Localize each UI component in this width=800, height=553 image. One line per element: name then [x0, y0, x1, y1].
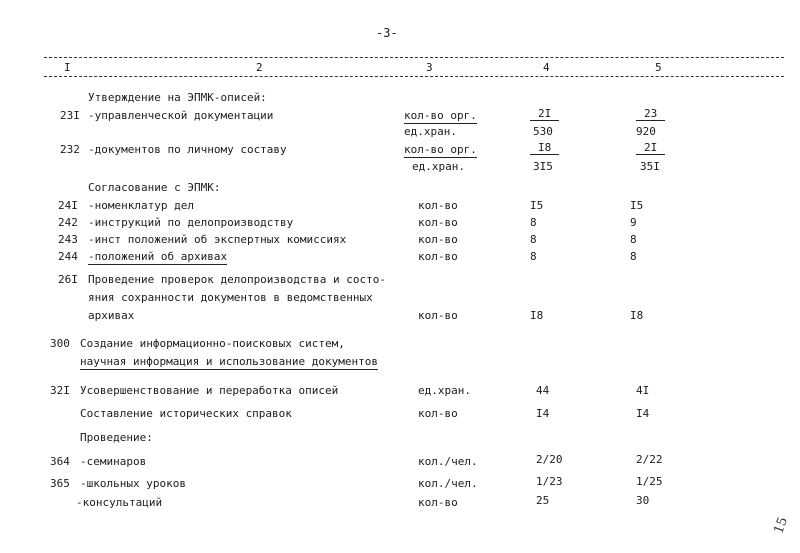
row-321-col5: 4I [636, 384, 650, 397]
row-365-text: -школьных уроков [80, 477, 186, 490]
row-300-line1: Создание информационно-поисковых систем, [80, 337, 345, 350]
row-243-col4: 8 [530, 233, 537, 246]
row-hist-col5: I4 [636, 407, 650, 420]
row-300-line2: научная информация и использование документов [80, 355, 379, 368]
row-hist-text: Составление исторических справок [80, 407, 292, 420]
row-364-text: -семинаров [80, 455, 147, 468]
row-364-col4: 2/20 [536, 453, 563, 466]
row-244-code: 244 [58, 250, 78, 263]
header-top-rule [44, 57, 784, 58]
row-261-line3: архивах [88, 309, 135, 322]
column-header-4: 4 [543, 61, 550, 74]
column-header-2: 2 [256, 61, 263, 74]
row-232-unit1: кол-во орг. [404, 143, 477, 156]
row-231-col4b: 530 [533, 125, 553, 138]
row-243-code: 243 [58, 233, 78, 246]
row-241-col4: I5 [530, 199, 544, 212]
row-242-text: -инструкций по делопроизводству [88, 216, 294, 229]
row-261-line2: яния сохранности документов в ведомственных [88, 291, 373, 304]
row-hist-col4: I4 [536, 407, 550, 420]
row-364-col5: 2/22 [636, 453, 663, 466]
row-365-code: 365 [50, 477, 70, 490]
row-244-col5: 8 [630, 250, 637, 263]
column-header-3: 3 [426, 61, 433, 74]
row-241-code: 24I [58, 199, 78, 212]
section-approval-header: Утверждение на ЭПМК-описей: [88, 91, 267, 104]
row-cons-col4: 25 [536, 494, 550, 507]
row-231-col5b: 920 [636, 125, 656, 138]
column-header-5: 5 [655, 61, 662, 74]
row-261-unit: кол-во [418, 309, 458, 322]
row-300-code: 300 [50, 337, 70, 350]
row-365-col5: 1/25 [636, 475, 663, 488]
row-243-unit: кол-во [418, 233, 458, 246]
row-365-unit: кол./чел. [418, 477, 478, 490]
column-header-1: I [64, 61, 71, 74]
row-cons-unit: кол-во [418, 496, 458, 509]
row-364-unit: кол./чел. [418, 455, 478, 468]
row-242-unit: кол-во [418, 216, 458, 229]
row-cons-text: -консультаций [76, 496, 163, 509]
row-241-unit: кол-во [418, 199, 458, 212]
row-321-col4: 44 [536, 384, 550, 397]
row-321-code: 32I [50, 384, 70, 397]
row-232-unit2: ед.хран. [412, 160, 465, 173]
row-hist-unit: кол-во [418, 407, 458, 420]
row-232-code: 232 [60, 143, 80, 156]
row-231-unit2: ед.хран. [404, 125, 457, 138]
row-232-col5a: 2I [636, 141, 665, 155]
row-243-col5: 8 [630, 233, 637, 246]
handwritten-page-mark: 15 [771, 515, 792, 536]
row-231-code: 23I [60, 109, 80, 122]
row-232-col4a: I8 [530, 141, 559, 155]
section-agreement-header: Согласование с ЭПМК: [88, 181, 221, 194]
row-242-code: 242 [58, 216, 78, 229]
section-conducting-header: Проведение: [80, 431, 153, 444]
row-242-col5: 9 [630, 216, 637, 229]
row-244-text: -положений об архивах [88, 250, 228, 263]
page-number: -3- [376, 26, 398, 40]
row-261-code: 26I [58, 273, 78, 286]
row-cons-col5: 30 [636, 494, 650, 507]
row-365-col4: 1/23 [536, 475, 563, 488]
row-244-unit: кол-во [418, 250, 458, 263]
row-244-col4: 8 [530, 250, 537, 263]
row-261-col5: I8 [630, 309, 644, 322]
row-261-line1: Проведение проверок делопроизводства и состо- [88, 273, 387, 286]
row-321-unit: ед.хран. [418, 384, 471, 397]
row-241-text: -номенклатур дел [88, 199, 194, 212]
row-243-text: -инст положений об экспертных комиссиях [88, 233, 347, 246]
row-261-col4: I8 [530, 309, 544, 322]
row-231-col5a: 23 [636, 107, 665, 121]
row-232-text: -документов по личному составу [88, 143, 287, 156]
row-321-text: Усовершенствование и переработка описей [80, 384, 339, 397]
row-241-col5: I5 [630, 199, 644, 212]
row-232-col5b: 35I [640, 160, 660, 173]
row-364-code: 364 [50, 455, 70, 468]
row-231-unit1: кол-во орг. [404, 109, 477, 122]
row-231-col4a: 2I [530, 107, 559, 121]
header-bottom-rule [44, 76, 784, 77]
row-231-text: -управленческой документации [88, 109, 274, 122]
row-242-col4: 8 [530, 216, 537, 229]
row-232-col4b: 3I5 [533, 160, 553, 173]
